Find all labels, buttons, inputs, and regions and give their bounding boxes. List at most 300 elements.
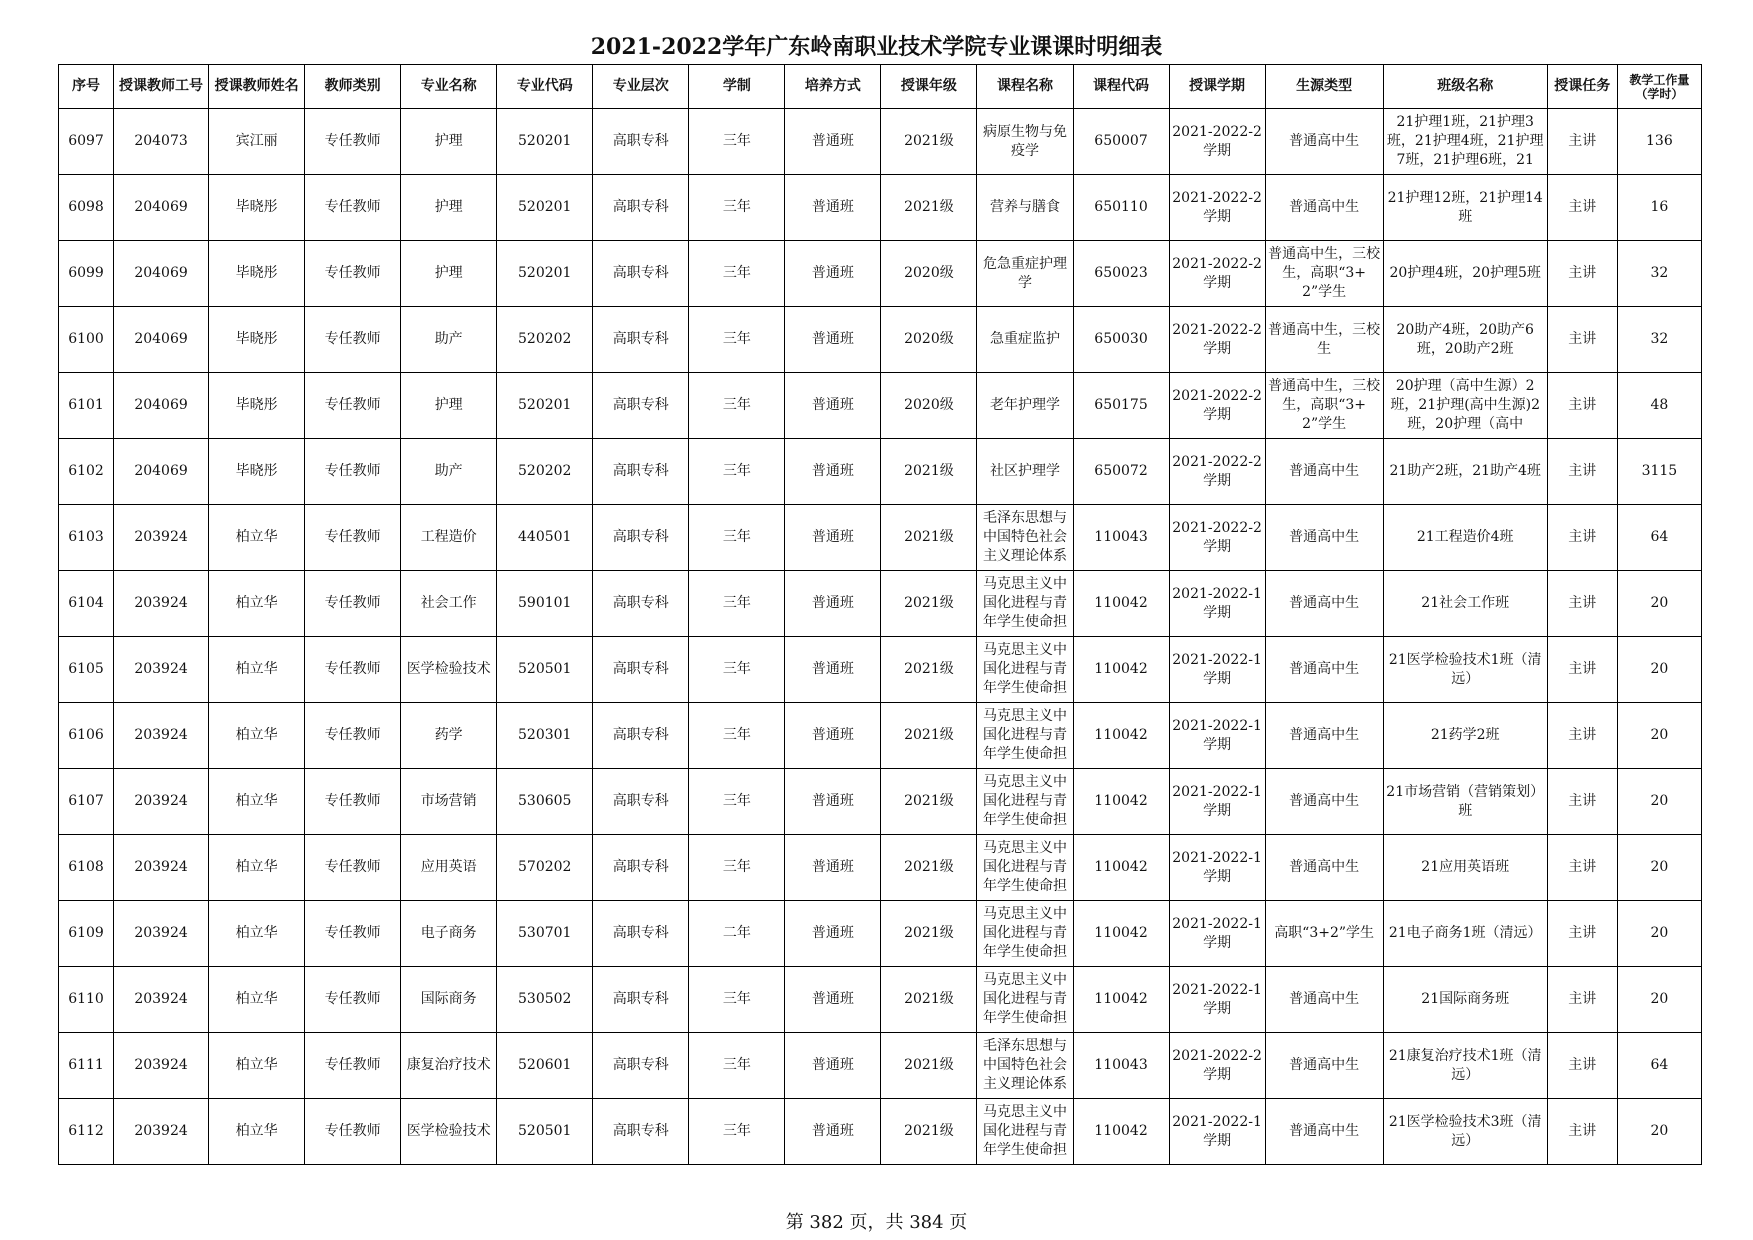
cell-text: 2020级 <box>904 397 954 413</box>
cell-text: 21护理1班，21护理3班，21护理4班，21护理7班，21护理6班，21 <box>1386 114 1544 168</box>
cell-text: 普通班 <box>811 1057 854 1073</box>
page-title: 2021-2022学年广东岭南职业技术学院专业课课时明细表 <box>590 34 1163 60</box>
column-header: 序号 <box>59 65 114 109</box>
table-cell <box>1169 373 1265 439</box>
table-cell <box>114 769 209 835</box>
table-header-row <box>59 65 1702 109</box>
table-cell <box>305 967 401 1033</box>
table-cell <box>401 505 497 571</box>
cell-text: 市场营销 <box>420 793 477 809</box>
cell-text: 20 <box>1650 859 1669 875</box>
cell-text: 毕晓彤 <box>235 397 278 413</box>
cell-text: 普通高中生 <box>1289 793 1360 809</box>
table-cell <box>114 637 209 703</box>
cell-text: 高职专科 <box>612 463 669 479</box>
cell-text: 马克思主义中国化进程与青年学生使命担 <box>982 642 1067 696</box>
cell-text: 柏立华 <box>235 925 278 941</box>
cell-text: 专任教师 <box>324 133 381 149</box>
column-header: 授课教师姓名 <box>209 65 305 109</box>
table-cell <box>1265 175 1383 241</box>
cell-text: 普通高中生，三校生 <box>1268 321 1381 357</box>
table-cell <box>689 769 785 835</box>
cell-text: 普通班 <box>811 397 854 413</box>
table-cell <box>1617 373 1701 439</box>
table-cell <box>785 967 881 1033</box>
table-cell <box>305 439 401 505</box>
table-cell <box>1265 637 1383 703</box>
table-row <box>59 703 1702 769</box>
table-cell <box>593 241 689 307</box>
table-cell <box>1169 307 1265 373</box>
table-cell <box>1617 901 1701 967</box>
cell-text: 高职专科 <box>612 1057 669 1073</box>
cell-text: 21应用英语班 <box>1421 859 1510 875</box>
cell-text: 203924 <box>134 859 188 875</box>
cell-text: 主讲 <box>1568 1123 1597 1139</box>
table-cell <box>1547 307 1617 373</box>
table-cell <box>1547 1099 1617 1165</box>
table-cell <box>1617 439 1701 505</box>
table-cell <box>401 307 497 373</box>
table-cell <box>1547 241 1617 307</box>
cell-text: 毕晓彤 <box>235 463 278 479</box>
table-cell <box>114 505 209 571</box>
cell-text: 助产 <box>434 331 463 347</box>
cell-text: 2021-2022-2学期 <box>1172 321 1262 357</box>
column-header: 授课任务 <box>1547 65 1617 109</box>
table-cell <box>209 637 305 703</box>
table-cell <box>689 175 785 241</box>
cell-text: 马克思主义中国化进程与青年学生使命担 <box>982 1104 1067 1158</box>
cell-text: 柏立华 <box>235 1057 278 1073</box>
cell-text: 3115 <box>1641 463 1678 479</box>
cell-text: 6107 <box>68 793 104 809</box>
table-cell <box>785 1033 881 1099</box>
cell-text: 三年 <box>722 265 751 281</box>
cell-text: 毛泽东思想与中国特色社会主义理论体系 <box>982 1038 1067 1092</box>
table-cell <box>689 637 785 703</box>
table-cell <box>785 241 881 307</box>
cell-text: 专任教师 <box>324 463 381 479</box>
table-cell <box>305 571 401 637</box>
table-cell <box>593 901 689 967</box>
column-header: 授课学期 <box>1169 65 1265 109</box>
cell-text: 21医学检验技术1班（清远） <box>1388 651 1542 687</box>
cell-text: 20 <box>1650 991 1669 1007</box>
cell-text: 2021级 <box>904 1123 954 1139</box>
table-cell <box>1617 505 1701 571</box>
table-cell <box>209 1099 305 1165</box>
table-cell <box>401 703 497 769</box>
cell-text: 203924 <box>134 727 188 743</box>
table-cell <box>881 769 977 835</box>
table-cell <box>401 1033 497 1099</box>
table-cell <box>114 109 209 175</box>
cell-text: 2021-2022-2学期 <box>1172 1047 1262 1083</box>
table-cell <box>785 1099 881 1165</box>
table-cell <box>593 967 689 1033</box>
cell-text: 2021-2022-1学期 <box>1172 585 1262 621</box>
table-cell <box>1265 241 1383 307</box>
cell-text: 主讲 <box>1568 133 1597 149</box>
table-cell <box>209 901 305 967</box>
table-cell <box>401 241 497 307</box>
table-cell <box>881 241 977 307</box>
table-row <box>59 109 1702 175</box>
table-cell <box>593 637 689 703</box>
cell-text: 204069 <box>134 463 188 479</box>
table-cell <box>1169 1033 1265 1099</box>
table-cell <box>1265 307 1383 373</box>
table-cell <box>497 703 593 769</box>
table-cell <box>881 505 977 571</box>
table-cell <box>1169 1099 1265 1165</box>
cell-text: 64 <box>1650 1057 1669 1073</box>
table-cell <box>1617 175 1701 241</box>
cell-text: 高职专科 <box>612 727 669 743</box>
cell-text: 普通班 <box>811 661 854 677</box>
cell-text: 助产 <box>434 463 463 479</box>
cell-text: 护理 <box>434 199 463 215</box>
table-cell <box>1073 1099 1169 1165</box>
table-cell <box>689 439 785 505</box>
cell-text: 64 <box>1650 529 1669 545</box>
cell-text: 专任教师 <box>324 595 381 611</box>
table-cell <box>305 637 401 703</box>
table-cell <box>59 505 114 571</box>
cell-text: 普通班 <box>811 793 854 809</box>
cell-text: 6099 <box>68 265 104 281</box>
cell-text: 普通高中生 <box>1289 727 1360 743</box>
table-cell <box>59 703 114 769</box>
cell-text: 普通高中生 <box>1289 595 1360 611</box>
cell-text: 病原生物与免疫学 <box>982 123 1067 159</box>
cell-text: 老年护理学 <box>989 397 1060 413</box>
table-cell <box>1169 241 1265 307</box>
column-header: 课程代码 <box>1073 65 1169 109</box>
table-cell <box>1383 505 1547 571</box>
cell-text: 110043 <box>1094 1057 1148 1073</box>
cell-text: 2021级 <box>904 925 954 941</box>
table-cell <box>209 967 305 1033</box>
table-cell <box>59 373 114 439</box>
table-cell <box>1265 967 1383 1033</box>
cell-text: 203924 <box>134 793 188 809</box>
table-cell <box>977 703 1073 769</box>
cell-text: 主讲 <box>1568 397 1597 413</box>
cell-text: 520202 <box>518 331 572 347</box>
table-cell <box>1617 241 1701 307</box>
table-cell <box>881 637 977 703</box>
table-cell <box>59 307 114 373</box>
table-row <box>59 241 1702 307</box>
table-cell <box>1547 505 1617 571</box>
cell-text: 高职专科 <box>612 925 669 941</box>
table-cell <box>1265 571 1383 637</box>
table-cell <box>1169 901 1265 967</box>
table-cell <box>593 1099 689 1165</box>
table-cell <box>1547 109 1617 175</box>
cell-text: 专任教师 <box>324 793 381 809</box>
cell-text: 2021级 <box>904 199 954 215</box>
cell-text: 毛泽东思想与中国特色社会主义理论体系 <box>982 510 1067 564</box>
cell-text: 普通班 <box>811 331 854 347</box>
table-cell <box>1617 571 1701 637</box>
table-cell <box>114 307 209 373</box>
cell-text: 三年 <box>722 463 751 479</box>
cell-text: 普通班 <box>811 991 854 1007</box>
cell-text: 工程造价 <box>420 529 477 545</box>
table-cell <box>1383 967 1547 1033</box>
table-cell <box>1073 835 1169 901</box>
column-header: 专业名称 <box>401 65 497 109</box>
table-cell <box>497 637 593 703</box>
cell-text: 6109 <box>68 925 104 941</box>
table-cell <box>401 109 497 175</box>
cell-text: 110043 <box>1094 529 1148 545</box>
table-cell <box>977 835 1073 901</box>
cell-text: 204073 <box>134 133 188 149</box>
cell-text: 普通班 <box>811 925 854 941</box>
cell-text: 2021-2022-1学期 <box>1172 849 1262 885</box>
table-cell <box>59 637 114 703</box>
cell-text: 590101 <box>518 595 572 611</box>
table-cell <box>1169 703 1265 769</box>
table-cell <box>593 769 689 835</box>
cell-text: 高职专科 <box>612 991 669 1007</box>
cell-text: 2021-2022-1学期 <box>1172 1113 1262 1149</box>
table-cell <box>593 373 689 439</box>
cell-text: 2020级 <box>904 265 954 281</box>
cell-text: 柏立华 <box>235 1123 278 1139</box>
cell-text: 主讲 <box>1568 925 1597 941</box>
cell-text: 2021级 <box>904 1057 954 1073</box>
cell-text: 普通班 <box>811 859 854 875</box>
table-cell <box>401 439 497 505</box>
cell-text: 650072 <box>1094 463 1148 479</box>
table-cell <box>1383 1099 1547 1165</box>
table-cell <box>1073 307 1169 373</box>
cell-text: 高职专科 <box>612 793 669 809</box>
table-cell <box>689 835 785 901</box>
table-cell <box>209 373 305 439</box>
cell-text: 48 <box>1650 397 1669 413</box>
table-cell <box>593 307 689 373</box>
page-footer: 第 382 页，共 384 页 <box>785 1212 968 1233</box>
cell-text: 6102 <box>68 463 104 479</box>
table-cell <box>401 175 497 241</box>
cell-text: 专任教师 <box>324 991 381 1007</box>
cell-text: 三年 <box>722 661 751 677</box>
table-cell <box>114 835 209 901</box>
table-cell <box>785 835 881 901</box>
table-cell <box>114 1099 209 1165</box>
cell-text: 2021级 <box>904 463 954 479</box>
table-cell <box>1265 835 1383 901</box>
cell-text: 650007 <box>1094 133 1148 149</box>
table-cell <box>881 967 977 1033</box>
column-header: 课程名称 <box>977 65 1073 109</box>
table-cell <box>401 571 497 637</box>
cell-text: 21助产2班，21助产4班 <box>1389 463 1541 479</box>
table-cell <box>497 373 593 439</box>
cell-text: 高职“3+2”学生 <box>1274 925 1375 941</box>
cell-text: 马克思主义中国化进程与青年学生使命担 <box>982 972 1067 1026</box>
cell-text: 三年 <box>722 595 751 611</box>
table-cell <box>1617 1099 1701 1165</box>
cell-text: 马克思主义中国化进程与青年学生使命担 <box>982 708 1067 762</box>
cell-text: 110042 <box>1094 859 1148 875</box>
cell-text: 110042 <box>1094 925 1148 941</box>
cell-text: 普通高中生 <box>1289 529 1360 545</box>
table-cell <box>1383 1033 1547 1099</box>
cell-text: 急重症监护 <box>989 331 1060 347</box>
cell-text: 普通班 <box>811 265 854 281</box>
cell-text: 21工程造价4班 <box>1416 529 1514 545</box>
table-cell <box>305 835 401 901</box>
table-cell <box>59 1099 114 1165</box>
table-cell <box>1265 505 1383 571</box>
cell-text: 6104 <box>68 595 104 611</box>
table-cell <box>401 1099 497 1165</box>
cell-text: 136 <box>1646 133 1673 149</box>
cell-text: 204069 <box>134 265 188 281</box>
table-cell <box>305 109 401 175</box>
cell-text: 普通班 <box>811 1123 854 1139</box>
table-cell <box>977 373 1073 439</box>
cell-text: 高职专科 <box>612 265 669 281</box>
table-cell <box>593 835 689 901</box>
table-cell <box>1169 505 1265 571</box>
cell-text: 毕晓彤 <box>235 265 278 281</box>
cell-text: 520501 <box>518 661 572 677</box>
table-cell <box>785 769 881 835</box>
table-cell <box>1547 439 1617 505</box>
table-cell <box>593 109 689 175</box>
table-cell <box>1383 703 1547 769</box>
cell-text: 普通高中生 <box>1289 133 1360 149</box>
column-header: 专业层次 <box>593 65 689 109</box>
cell-text: 专任教师 <box>324 1123 381 1139</box>
cell-text: 6100 <box>68 331 104 347</box>
table-cell <box>59 175 114 241</box>
cell-text: 普通高中生 <box>1289 1057 1360 1073</box>
table-cell <box>1073 241 1169 307</box>
cell-text: 专任教师 <box>324 859 381 875</box>
table-cell <box>1383 769 1547 835</box>
cell-text: 203924 <box>134 661 188 677</box>
cell-text: 专任教师 <box>324 925 381 941</box>
table-cell <box>497 571 593 637</box>
cell-text: 高职专科 <box>612 595 669 611</box>
cell-text: 高职专科 <box>612 1123 669 1139</box>
cell-text: 普通高中生 <box>1289 463 1360 479</box>
cell-text: 普通班 <box>811 463 854 479</box>
table-cell <box>209 505 305 571</box>
cell-text: 530605 <box>518 793 572 809</box>
table-cell <box>1169 175 1265 241</box>
table-cell <box>497 109 593 175</box>
table-row <box>59 835 1702 901</box>
table-cell <box>59 109 114 175</box>
table-cell <box>1547 835 1617 901</box>
cell-text: 三年 <box>722 331 751 347</box>
cell-text: 20 <box>1650 925 1669 941</box>
cell-text: 20 <box>1650 595 1669 611</box>
table-cell <box>209 175 305 241</box>
table-cell <box>1073 109 1169 175</box>
table-cell <box>785 571 881 637</box>
table-row <box>59 307 1702 373</box>
table-cell <box>1265 769 1383 835</box>
table-cell <box>1265 901 1383 967</box>
cell-text: 三年 <box>722 529 751 545</box>
table-cell <box>689 901 785 967</box>
table-cell <box>881 835 977 901</box>
table-cell <box>785 109 881 175</box>
cell-text: 普通高中生 <box>1289 991 1360 1007</box>
column-header: 生源类型 <box>1265 65 1383 109</box>
table-cell <box>1383 439 1547 505</box>
cell-text: 2021级 <box>904 529 954 545</box>
table-cell <box>497 835 593 901</box>
table-cell <box>1073 505 1169 571</box>
table-cell <box>1265 439 1383 505</box>
cell-text: 毕晓彤 <box>235 331 278 347</box>
cell-text: 2021-2022-1学期 <box>1172 783 1262 819</box>
table-cell <box>593 1033 689 1099</box>
table-cell <box>209 835 305 901</box>
table-cell <box>1073 175 1169 241</box>
cell-text: 204069 <box>134 397 188 413</box>
table-cell <box>1169 637 1265 703</box>
cell-text: 20 <box>1650 661 1669 677</box>
table-cell <box>689 109 785 175</box>
cell-text: 高职专科 <box>612 859 669 875</box>
cell-text: 530502 <box>518 991 572 1007</box>
cell-text: 柏立华 <box>235 991 278 1007</box>
cell-text: 2021-2022-1学期 <box>1172 915 1262 951</box>
column-header: 教学工作量（学时） <box>1617 65 1701 109</box>
table-cell <box>401 373 497 439</box>
table-cell <box>59 967 114 1033</box>
table-cell <box>881 1033 977 1099</box>
column-header: 授课年级 <box>881 65 977 109</box>
table-cell <box>977 439 1073 505</box>
cell-text: 柏立华 <box>235 529 278 545</box>
table-cell <box>1617 703 1701 769</box>
table-cell <box>497 967 593 1033</box>
table-row <box>59 1099 1702 1165</box>
cell-text: 21康复治疗技术1班（清远） <box>1388 1047 1542 1083</box>
table-cell <box>401 967 497 1033</box>
cell-text: 21电子商务1班（清远） <box>1388 925 1542 941</box>
cell-text: 专任教师 <box>324 199 381 215</box>
cell-text: 2021级 <box>904 991 954 1007</box>
table-cell <box>1547 769 1617 835</box>
table-cell <box>497 439 593 505</box>
table-cell <box>59 835 114 901</box>
cell-text: 主讲 <box>1568 991 1597 1007</box>
cell-text: 203924 <box>134 925 188 941</box>
table-cell <box>1383 109 1547 175</box>
table-cell <box>1547 637 1617 703</box>
table-cell <box>114 241 209 307</box>
table-cell <box>497 241 593 307</box>
table-cell <box>497 769 593 835</box>
cell-text: 520201 <box>518 265 572 281</box>
table-cell <box>785 175 881 241</box>
